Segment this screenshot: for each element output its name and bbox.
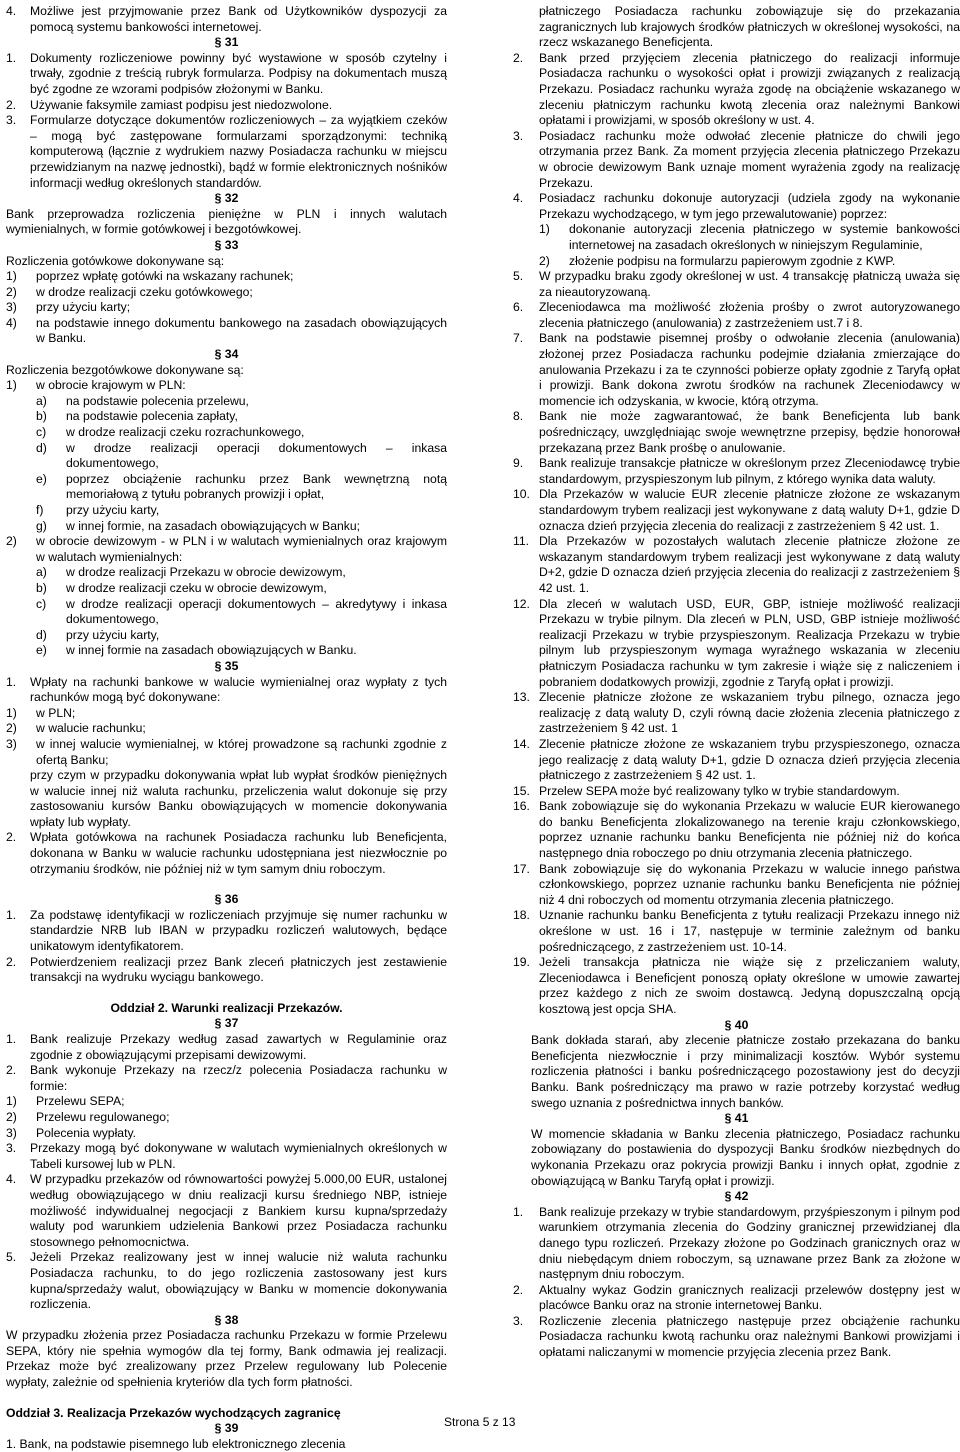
item-text: na podstawie polecenia zapłaty,: [66, 409, 238, 424]
item-number: 1): [6, 269, 17, 284]
item-text: Bank wykonuje Przekazy na rzecz/z polecenia Posiadacza rachunku w formie:: [30, 1063, 447, 1093]
list-item: [6, 98, 447, 114]
spacer: [6, 986, 447, 1001]
item-number: 2.: [6, 97, 17, 112]
spacer: [6, 877, 447, 892]
list-item: [6, 737, 447, 768]
item-text: poprzez obciążenie rachunku przez Bank wewnętrzną notą memoriałową z tytułu pobranych prowizji i opłat,: [66, 471, 447, 502]
item-text: w PLN;: [36, 705, 76, 720]
item-number: 13.: [513, 690, 530, 705]
list-item: [513, 690, 960, 737]
item-text: w drodze realizacji czeku gotówkowego;: [36, 284, 253, 299]
item-number: 4.: [6, 1172, 17, 1187]
list-item: [6, 643, 447, 659]
list-item: [6, 955, 447, 986]
item-text: Jeżeli transakcja płatnicza nie wiąże się z przeliczaniem waluty, Zleceniodawca i Beneficjent ponoszą opłaty określone w umowie zawartej przez każdego z nich ze swoim dostawcą. Jedyną dopuszczalną opcją kosztową jest opcja SHA.: [539, 955, 960, 1016]
list-item: [6, 908, 447, 955]
item-number: e): [36, 471, 47, 486]
paragraph-number: § 35: [214, 658, 239, 673]
list-item: [6, 597, 447, 628]
item-number: 2.: [513, 1282, 524, 1297]
paragraph-number: § 32: [214, 191, 239, 206]
item-number: 5.: [6, 1250, 17, 1265]
item-text: w drodze realizacji czeku w obrocie dewizowym,: [66, 580, 327, 595]
list-item: [513, 908, 960, 955]
item-number: 1.: [6, 1032, 17, 1046]
list-item: [6, 285, 447, 301]
item-number: 1.: [6, 50, 17, 65]
paragraph-number: § 34: [214, 347, 239, 362]
item-number: 3.: [6, 1141, 17, 1156]
item-text: Zlecenie płatnicze złożone ze wskazaniem trybu pilnego, oznacza jego realizację z datą waluty D, czyli równą dacie złożenia zlecenia płatniczego z zastrzeżeniem § 42 ust. 1: [539, 690, 960, 736]
item-text: w drodze realizacji Przekazu w obrocie dewizowym,: [66, 565, 346, 580]
paragraph-number: § 37: [214, 1016, 239, 1031]
item-number: 3): [6, 1125, 17, 1140]
item-text: w walucie rachunku;: [36, 721, 146, 736]
list-item: [6, 721, 447, 737]
page-footer: Strona 5 z 13: [444, 1415, 516, 1429]
item-text: Uznanie rachunku banku Beneficjenta z tytułu realizacji Przekazu innego niż określone w ust. 16 i 17, następuje w terminie zależnym od banku pośredniczącego, z zastrzeżeniem ust. 10-14.: [539, 908, 960, 954]
item-text: W przypadku przekazów od równowartości powyżej 5.000,00 EUR, ustalonej według obowiązującego w dniu realizacji kursu średniego NBP, istnieje możliwość indywidualnej negocjacji z Bankiem kursu kupna/sprzedaży waluty pod warunkiem udzielenia Bankowi przez Posiadacza rachunku stosownego pełnomocnictwa.: [30, 1172, 447, 1249]
list-item: [6, 4, 447, 35]
item-text: przy użyciu karty,: [66, 627, 160, 642]
item-number: 4.: [513, 191, 524, 206]
item-text: w obrocie krajowym w PLN:: [36, 378, 186, 393]
item-number: 4): [6, 315, 17, 330]
item-number: e): [36, 643, 47, 658]
item-text: Posiadacz rachunku dokonuje autoryzacji (udziela zgody na wykonanie Przekazu wychodzącego, w tym jego przewalutowanie) poprzez:: [539, 191, 960, 221]
item-text: w innej formie na zasadach obowiązujących w Banku.: [66, 643, 357, 658]
item-text: Bank zobowiązuje się do wykonania Przekazu w walucie innego państwa członkowskiego, poprzez uznanie rachunku banku Beneficjenta nie później niż 4 dni roboczych od momentu otrzymania zlecenia płatniczego.: [539, 861, 960, 907]
item-number: 2): [6, 284, 17, 299]
item-text: Przelewu regulowanego;: [36, 1109, 170, 1124]
list-item: [6, 565, 447, 581]
list-item: [6, 441, 447, 472]
item-text: Przelewu SEPA;: [36, 1094, 125, 1109]
item-text: w drodze realizacji operacji dokumentowych – akredytywy i inkasa dokumentowego,: [66, 596, 447, 627]
list-item: [6, 316, 447, 347]
item-number: 18.: [513, 908, 530, 923]
paragraph-number: § 40: [724, 1017, 749, 1032]
item-text: Dokumenty rozliczeniowe powinny być wystawione w sposób czytelny i trwały, zgodnie z treścią rubryk formularza. Podpisy na dokumentach muszą być zgodne ze wzorami podpisów złożonymi w Banku.: [30, 50, 447, 96]
list-item: [6, 519, 447, 535]
item-number: g): [36, 518, 47, 533]
list-item: [6, 1110, 447, 1126]
list-item: [6, 1094, 447, 1110]
item-number: 2): [6, 1109, 17, 1124]
item-number: 1): [539, 222, 550, 237]
item-number: 2.: [6, 1063, 17, 1078]
item-number: 9.: [513, 456, 524, 471]
item-number: 1): [6, 378, 17, 393]
list-item: [6, 1032, 447, 1063]
list-item: [6, 1172, 447, 1250]
item-number: 7.: [513, 331, 524, 346]
item-number: c): [36, 425, 47, 440]
item-number: 1.: [6, 674, 17, 689]
item-text: Za podstawę identyfikacji w rozliczeniach przyjmuje się numer rachunku w standardzie NRB lub IBAN w przypadku rozliczeń walutowych, będące unikatowym identyfikatorem.: [30, 907, 447, 954]
item-text: Zlecenie płatnicze złożone ze wskazaniem trybu przyspieszonego, oznacza jego realizację z datą waluty D+1, gdzie D oznacza dzień przyjęcia zlecenia płatniczego z zastrzeżeniem § 42 ust. 1.: [539, 736, 960, 783]
list-item: [6, 51, 447, 98]
item-number: 3.: [6, 113, 17, 128]
item-number: 1.: [6, 907, 17, 922]
item-number: 1.: [513, 1204, 524, 1219]
item-number: 12.: [513, 596, 530, 611]
item-text: Bank realizuje przekazy w trybie standardowym, przyśpieszonym i pilnym pod warunkiem otrzymania zlecenia do Godziny granicznej przewidzianej dla danego typu rozliczeń. Przekazy złożone po Godzinach granicznych oraz w dniu niebędącym dniem roboczym, są uznawane przez Bank za złożone w następnym dniu roboczym.: [539, 1204, 960, 1282]
item-number: 6.: [513, 300, 524, 315]
list-item: [513, 534, 960, 596]
item-number: c): [36, 596, 47, 611]
item-text: przy użyciu karty;: [36, 300, 131, 315]
item-text: Aktualny wykaz Godzin granicznych realizacji przelewów dostępny jest w placówce Banku oraz na stronie internetowej Banku.: [539, 1282, 960, 1313]
list-item: [513, 737, 960, 784]
item-text: Polecenia wypłaty.: [36, 1125, 137, 1140]
list-item: [513, 487, 960, 534]
paragraph: Bank przeprowadza rozliczenia pieniężne w PLN i innych walutach wymienialnych, w formie gotówkowej i bezgotówkowej.: [6, 206, 447, 237]
item-text: Bank realizuje transakcje płatnicze w określonym przez Zleceniodawcę trybie standardowym, przyspieszonym lub pilnym, z którego wynika data waluty.: [539, 456, 960, 486]
item-number: b): [36, 580, 47, 595]
item-number: 11.: [513, 534, 530, 549]
paragraph-number: § 33: [214, 237, 239, 252]
section-heading: Oddział 3. Realizacja Przekazów wychodzących zagranicę: [6, 1405, 341, 1420]
list-item: [6, 425, 447, 441]
list-item: [513, 300, 960, 331]
list-item: [513, 456, 960, 487]
item-number: 2): [6, 534, 17, 549]
item-text: w obrocie dewizowym - w PLN i w walutach wymienialnych oraz krajowym w walutach wymienialnych:: [36, 534, 447, 564]
list-item: [6, 394, 447, 410]
paragraph-number: § 38: [214, 1312, 239, 1327]
item-text: poprzez wpłatę gotówki na wskazany rachunek;: [36, 269, 294, 284]
item-number: 2.: [513, 50, 524, 65]
left-column: [6, 4, 447, 1452]
list-item: [6, 534, 447, 565]
item-number: 14.: [513, 736, 530, 751]
spacer: [6, 1391, 447, 1406]
item-number: 19.: [513, 955, 530, 970]
item-number: a): [36, 565, 47, 580]
item-number: 1): [6, 705, 17, 720]
item-number: 2): [6, 721, 17, 736]
item-number: 2.: [6, 954, 17, 969]
paragraph: płatniczego Posiadacza rachunku zobowiązuje się do przekazania zagranicznych lub krajowych środków płatniczych w określonej wysokości, na rzecz wskazanego Beneficjenta.: [539, 4, 960, 50]
list-item: [6, 269, 447, 285]
paragraph: Rozliczenia gotówkowe dokonywane są:: [6, 253, 225, 268]
item-text: złożenie podpisu na formularzu papierowym zgodnie z KWP.: [569, 253, 896, 268]
list-item: [6, 503, 447, 519]
list-item: [513, 269, 960, 300]
item-text: Przelew SEPA może być realizowany tylko w trybie standardowym.: [539, 783, 900, 798]
list-item: [6, 581, 447, 597]
item-text: W przypadku braku zgody określonej w ust. 4 transakcję płatniczą uważa się za nieautoryzowaną.: [539, 269, 960, 299]
list-item: [6, 300, 447, 316]
item-number: 3): [6, 300, 17, 315]
item-text: Wpłata gotówkowa na rachunek Posiadacza rachunku lub Beneficjenta, dokonana w Banku w walucie rachunku udostępniana jest niezwłocznie po otrzymaniu środków, nie później niż w tym samym dniu roboczym.: [30, 830, 447, 876]
list-item: [513, 862, 960, 909]
item-text: w innej formie, na zasadach obowiązujących w Banku;: [66, 518, 361, 533]
paragraph-number: § 42: [724, 1189, 749, 1204]
paragraph: W momencie składania w Banku zlecenia płatniczego, Posiadacz rachunku zobowiązany do postawienia do dyspozycji Banku środków niezbędnych do wykonania Przekazu oraz pokrycia prowizji Banku i innych opłat, zgodnie z obowiązującą w Banku Taryfą opłat i prowizji.: [531, 1126, 960, 1188]
item-text: Posiadacz rachunku może odwołać zlecenie płatnicze do chwili jego otrzymania przez Bank. Za moment przyjęcia zlecenia płatniczego Przekazu w obrocie dewizowym Bank uznaje moment wyrażenia zgody na realizację Przekazu.: [539, 128, 960, 190]
item-number: 3.: [513, 128, 524, 143]
list-item: [6, 706, 447, 722]
list-item: [513, 222, 960, 253]
paragraph-number: § 31: [214, 35, 239, 50]
list-item: [513, 129, 960, 191]
list-item: [513, 799, 960, 861]
list-item: [6, 409, 447, 425]
list-item: [513, 597, 960, 691]
paragraph: Rozliczenia bezgotówkowe dokonywane są:: [6, 362, 244, 377]
item-text: Wpłaty na rachunki bankowe w walucie wymienialnej oraz wypłaty z tych rachunków mogą być dokonywane:: [30, 674, 447, 705]
list-item: [513, 331, 960, 409]
item-text: Zleceniodawca ma możliwość złożenia prośby o zwrot autoryzowanego zlecenia płatniczego (anulowania) z zastrzeżeniem ust.7 i 8.: [539, 300, 960, 330]
item-text: Używanie faksymile zamiast podpisu jest niedozwolone.: [30, 97, 333, 112]
item-number: a): [36, 393, 47, 408]
item-text: na podstawie innego dokumentu bankowego na zasadach obowiązujących w Banku.: [36, 315, 447, 346]
item-number: 15.: [513, 783, 530, 798]
paragraph: Bank dokłada starań, aby zlecenie płatnicze zostało przekazana do banku Beneficjenta niezwłocznie i przy minimalizacji kosztów. Wybór systemu rozliczenia płatności i banku pośredniczącego pozostawiony jest do decyzji Banku. Bank pośredniczący ma prawo w razie potrzeby korzystać według swego uznania z pośrednictwa innych banków.: [531, 1033, 960, 1110]
item-text: Możliwe jest przyjmowanie przez Bank od Użytkowników dyspozycji za pomocą systemu bankowości internetowej.: [30, 4, 447, 34]
item-number: 8.: [513, 409, 524, 424]
list-item: [513, 784, 960, 800]
item-number: f): [36, 503, 44, 517]
item-number: 3): [6, 736, 17, 751]
item-number: 2): [539, 253, 550, 268]
item-text: Bank zobowiązuje się do wykonania Przekazu w walucie EUR kierowanego do banku Beneficjenta zlokalizowanego na terenie kraju członkowskiego, poprzez uznanie rachunku banku Beneficjenta nie później niż do końca następnego dnia roboczego po dniu otrzymania zlecenia płatniczego.: [539, 799, 960, 861]
list-item: [513, 51, 960, 129]
item-text: Jeżeli Przekaz realizowany jest w innej walucie niż waluta rachunku Posiadacza rachunku, to do jego rozliczenia zastosowany jest kurs kupna/sprzedaży walut, obowiązujący w Banku w momencie dokonywania rozliczenia.: [30, 1250, 447, 1312]
item-number: b): [36, 409, 47, 424]
item-text: Formularze dotyczące dokumentów rozliczeniowych – za wyjątkiem czeków – mogą być zastępowane formularzami sporządzonymi: techniką komputerową (łącznie z wydrukiem nazwy Posiadacza rachunku w miejscu przewidzianym na nazwę jednostki), bądź w formie elektronicznych nośników informacji według określonych standardów.: [30, 113, 447, 190]
paragraph-number: § 39: [214, 1421, 239, 1436]
item-text: Rozliczenie zlecenia płatniczego następuje przez obciążenie rachunku Posiadacza rachunku kwotą rachunku oraz należnymi Bankowi prowizjami i opłatami naliczanymi w momencie przyjęcia zlecenia przez Bank.: [539, 1313, 960, 1360]
list-item: [6, 1141, 447, 1172]
item-text: Bank realizuje Przekazy według zasad zawartych w Regulaminie oraz zgodnie z obowiązującymi przepisami dewizowymi.: [30, 1032, 447, 1062]
item-text: Dla Przekazów w pozostałych walutach zlecenie płatnicze złożone ze wskazanym standardowym trybem realizacji jest wykonywane z datą waluty D+2, gdzie D oznacza dzień przyjęcia zlecenia do realizacji z zastrzeżeniem § 42 ust. 1.: [539, 534, 960, 595]
item-number: 3.: [513, 1313, 524, 1328]
list-item: [6, 472, 447, 503]
paragraph-number: § 36: [214, 892, 239, 907]
paragraph-number: § 41: [724, 1111, 749, 1126]
item-number: 16.: [513, 799, 530, 814]
item-text: Przekazy mogą być dokonywane w walutach wymienialnych określonych w Tabeli kursowej lub w PLN.: [30, 1141, 447, 1171]
item-text: w drodze realizacji operacji dokumentowych – inkasa dokumentowego,: [66, 440, 447, 471]
item-text: Bank przed przyjęciem zlecenia płatniczego do realizacji informuje Posiadacza rachunku o wysokości opłat i prowizji związanych z realizacją Przekazu. Posiadacz rachunku wyraża zgodę na obciążenie wskazanego w zleceniu płatniczym rachunku kwotą zlecenia oraz należnymi Bankowi opłatami i prowizjami, w sposób określony w ust. 4.: [539, 50, 960, 128]
paragraph: 1. Bank, na podstawie pisemnego lub elektronicznego zlecenia: [6, 1436, 346, 1451]
item-text: Bank nie może zagwarantować, że bank Beneficjenta lub bank pośredniczący, uwzględniając swoje wewnętrzne przepisy, będzie honorował przekazaną przez Bank prośbę o anulowanie.: [539, 409, 960, 455]
list-item: [6, 378, 447, 394]
item-number: 10.: [513, 487, 530, 502]
paragraph: przy czym w przypadku dokonywania wpłat lub wypłat środków pieniężnych w walucie innej niż waluta rachunku, przeliczenia walut dokonuje się przy zastosowaniu kursów Banku obowiązujących w momencie dokonywania wpłaty lub wypłaty.: [30, 768, 447, 829]
item-text: Dla Przekazów w walucie EUR zlecenie płatnicze złożone ze wskazanym standardowym trybem realizacji jest wykonywane z datą waluty D+1, gdzie D oznacza dzień przyjęcia zlecenia do realizacji z zastrzeżeniem § 42 ust. 1.: [539, 487, 960, 533]
list-item: [6, 1250, 447, 1312]
list-item: [513, 1205, 960, 1283]
item-number: 4.: [6, 4, 17, 18]
item-text: w drodze realizacji czeku rozrachunkowego,: [66, 425, 305, 440]
list-item: [6, 830, 447, 877]
item-number: d): [36, 627, 47, 642]
item-text: Dla zleceń w walutach USD, EUR, GBP, istnieje możliwość realizacji Przekazu w trybie pilnym. Dla zleceń w PLN, USD, GBP istnieje możliwość realizacji Przekazu w trybie przyspieszonym. Realizacja Przekazu w trybie pilnym lub przyspieszonym wymaga wyraźnego wskazania w zleceniu płatniczym Posiadacza rachunku w tym zakresie i wiąże się z naliczeniem i pobraniem dodatkowych prowizji, zgodnie z Taryfą opłat i prowizji.: [539, 596, 960, 689]
list-item: [513, 254, 960, 270]
item-text: Potwierdzeniem realizacji przez Bank zleceń płatniczych jest zestawienie transakcji na wydruku wyciągu bankowego.: [30, 954, 447, 985]
list-item: [6, 675, 447, 706]
list-item: [513, 1314, 960, 1361]
list-item: [513, 955, 960, 1017]
list-item: [6, 113, 447, 191]
item-number: 17.: [513, 861, 530, 876]
item-number: d): [36, 440, 47, 455]
item-number: 2.: [6, 830, 17, 845]
item-text: w innej walucie wymienialnej, w której prowadzone są rachunki zgodnie z ofertą Banku;: [36, 736, 447, 767]
list-item: [513, 1283, 960, 1314]
paragraph: W przypadku złożenia przez Posiadacza rachunku Przekazu w formie Przelewu SEPA, który nie spełnia wymogów dla tej formy, Bank odmawia jej realizacji. Przekaz może być zrealizowany przez Przelew regulowany lub Polecenie wypłaty, zależnie od spełnienia kryteriów dla tych form płatności.: [6, 1328, 447, 1390]
list-item: [6, 1126, 447, 1142]
list-item: [513, 191, 960, 222]
item-text: przy użyciu karty,: [66, 503, 160, 517]
section-heading: Oddział 2. Warunki realizacji Przekazów.: [110, 1000, 343, 1015]
list-item: [6, 1063, 447, 1094]
item-text: Bank na podstawie pisemnej prośby o odwołanie zlecenia (anulowania) złożonej przez Posiadacza rachunku podejmie działania zmierzające do anulowania Przekazu i za te czynności pobierze opłaty zgodnie z Taryfą opłat i prowizji. Bank dokona zwrotu środków na rachunek Zleceniodawcy w momencie ich odzyskania, w kwocie, którą otrzyma.: [539, 331, 960, 408]
list-item: [513, 409, 960, 456]
item-text: na podstawie polecenia przelewu,: [66, 393, 249, 408]
right-column: [513, 4, 960, 1361]
item-number: 1): [6, 1094, 17, 1109]
item-text: dokonanie autoryzacji zlecenia płatniczego w systemie bankowości internetowej na zasadach określonych w niniejszym Regulaminie,: [569, 222, 960, 252]
list-item: [6, 628, 447, 644]
item-number: 5.: [513, 269, 524, 284]
